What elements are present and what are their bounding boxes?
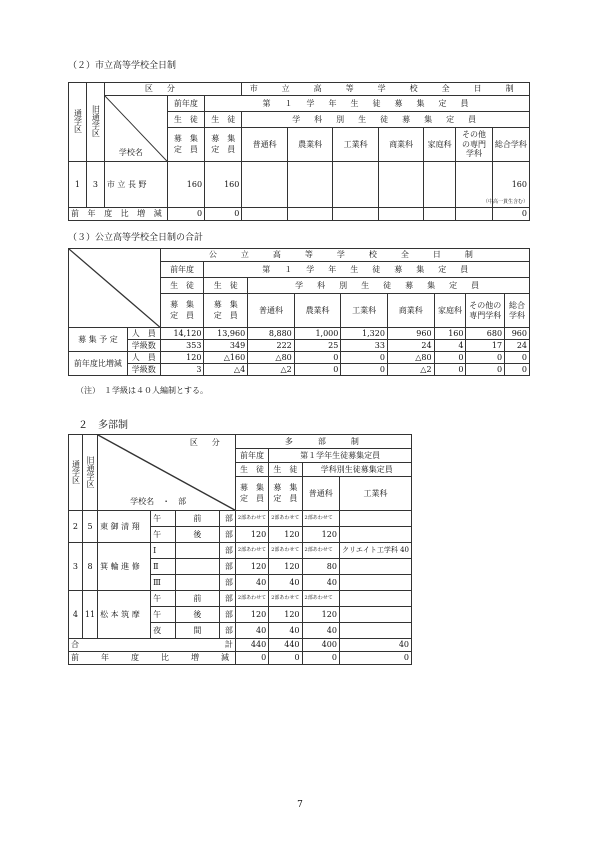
table-row: 募 集 予 定 人 員 14,120 13,960 8,880 1,000 1,320 960 160 680 960	[69, 328, 530, 340]
col-nogyo: 農業科	[287, 128, 332, 162]
note: （注） １学級は４０人編制とする。	[76, 386, 208, 395]
h-kyu: 旧通学区	[86, 83, 104, 162]
table-row: 1 3 市 立 長 野 160 160 160 （中高一貫生含む）	[69, 162, 530, 208]
school-name: 箕 輪 進 修	[98, 543, 151, 591]
h-boshu-cur: 募 集 定 員	[205, 128, 242, 162]
page-number: 7	[297, 800, 303, 810]
h-seito-prev: 生 徒	[167, 112, 204, 128]
h-boshu-prev: 募 集 定 員	[167, 128, 204, 162]
diag-school-name: 学校名	[104, 96, 167, 162]
col-other: その他の専門学科	[456, 128, 493, 162]
diag-school-bu: 区 分 学校名 ・ 部	[98, 435, 236, 511]
section-title-multi: ２ 多部制	[78, 420, 128, 431]
table-row: 前年度比増減 人 員 120 △160 △80 0 0 △80 0 0 0	[69, 352, 530, 364]
h-tabusei: 多 部 制	[235, 435, 411, 449]
table-row: 2 5 東 御 清 翔 午 前 部 2部あわせて 2部あわせて 2部あわせて	[69, 511, 412, 527]
public-total-table: 公 立 高 等 学 校 全 日 制 前年度 第 １ 学 年 生 徒 募 集 定 員 生 徒 生 徒 学 科 別 生 徒 募 集 定 員 募 集 定 員 募 集 定 員 普通科 農業科 工業科 商業科 家庭科 その他の専門学科 総合学科 募 集 予 定 人 員 14,120 13,960 8,880 1,000 1,320 960 160 680 960 学級数 353 349 222 25 33 24 4 17 24 前年度比増減 人 員 120 △160 △80 0 0 △80 0 0 0 学級数 3 △4 △2 0 0 △2 0 0 0	[68, 248, 530, 376]
col-katei: 家庭科	[424, 128, 456, 162]
diff-row: 前 年 度 比 増 減 0 0 0	[69, 208, 530, 221]
school-name: 東 御 清 翔	[98, 511, 151, 543]
diff-row: 前 年 度 比 増 減 0 0 0 0	[69, 652, 412, 665]
h-school-type: 市 立 高 等 学 校 全 日 制	[242, 83, 530, 96]
school-name: 市 立 長 野	[104, 162, 167, 208]
table-row: 3 8 箕 輪 進 修 Ⅰ 部 2部あわせて 2部あわせて 2部あわせて クリエイト工学科 40	[69, 543, 412, 559]
table-row: Ⅲ 部 40 40 40	[69, 575, 412, 591]
total-row: 合 計 440 440 400 40	[69, 639, 412, 652]
table-row: 学級数 353 349 222 25 33 24 4 17 24	[69, 340, 530, 352]
h-gakka: 学 科 別 生 徒 募 集 定 員	[242, 112, 530, 128]
diag-corner	[69, 249, 161, 328]
h-kyu: 旧通学区	[82, 435, 97, 511]
col-shogyo: 商業科	[378, 128, 423, 162]
h-seito-cur: 生 徒	[205, 112, 242, 128]
col-kogyo: 工業科	[333, 128, 378, 162]
table-row: Ⅱ 部 120 120 80	[69, 559, 412, 575]
h-prev-year: 前年度	[167, 96, 204, 112]
h-school-type: 公 立 高 等 学 校 全 日 制	[160, 249, 529, 262]
section-title-municipal: （２）市立高等学校全日制	[68, 61, 177, 71]
table-row: 学級数 3 △4 △2 0 0 △2 0 0 0	[69, 364, 530, 376]
h-tsugaku: 通学区	[69, 435, 83, 511]
table-row: 4 11 松 本 筑 摩 午 前 部 2部あわせて 2部あわせて 2部あわせて	[69, 591, 412, 607]
multi-part-table: 通学区 旧通学区 区 分 学校名 ・ 部 多 部 制 前年度 第１学年生徒募集定員 生 徒 生 徒 学科別生徒募集定員 募 集 定 員 募 集 定 員 普通科 工業科 2 5 東 御 清 翔 午 前 部 2部あわせて 2部あわせて 2部あわせて 午 後 部 120 120 120 3 8 箕 輪 進 修 Ⅰ 部 2部あわせて 2部あわせて 2部あわせて クリエイト工学科 40 Ⅱ 部 120 120 80 Ⅲ 部 40 40 40 4 11 松 本 筑 摩 午 前 部 2部あわせて 2部あわせて 2部あわせて 午 後 部 120 120 120 夜 間 部 40 40 40 合 計 440 440 400 40 前 年 度 比 増 減 0 0 0 0	[68, 434, 412, 665]
municipal-table	[68, 82, 530, 221]
col-futsu: 普通科	[242, 128, 287, 162]
col-sogo: 総合学科	[492, 128, 529, 162]
table-row: 午 後 部 120 120 120	[69, 527, 412, 543]
section-title-public-total: （３）公立高等学校全日制の合計	[68, 233, 204, 243]
h-year1: 第 １ 学 年 生 徒 募 集 定 員	[205, 96, 530, 112]
h-tsugaku: 通学区	[69, 83, 87, 162]
h-kubun: 区 分	[104, 83, 242, 96]
school-name: 松 本 筑 摩	[98, 591, 151, 639]
table-row: 午 後 部 120 120 120	[69, 607, 412, 623]
table-row: 夜 間 部 40 40 40	[69, 623, 412, 639]
